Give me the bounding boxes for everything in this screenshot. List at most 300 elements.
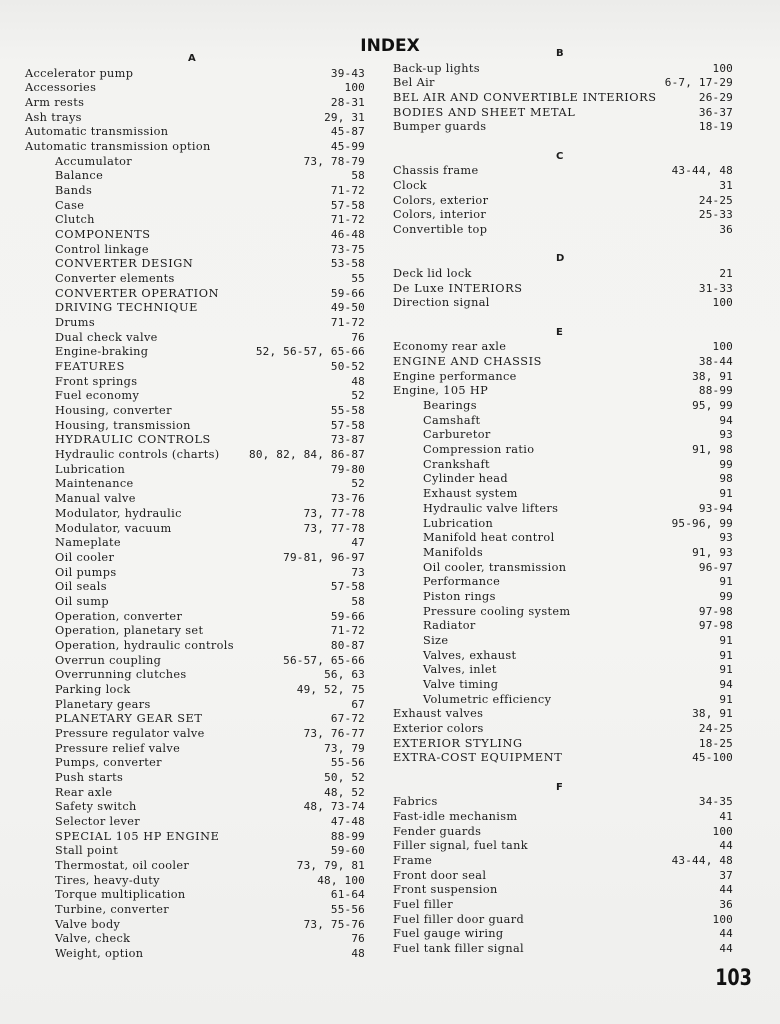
index-page-refs: 100 [712, 912, 733, 926]
index-term: Fender guards [393, 824, 482, 838]
index-entry [25, 287, 365, 302]
index-term: Piston rings [423, 589, 496, 603]
index-page-refs: 28-31 [330, 96, 365, 110]
index-page-refs: 43-44, 48 [671, 164, 733, 178]
index-page-refs: 95-96, 99 [671, 516, 733, 530]
index-entry [25, 727, 365, 742]
index-term: Front door seal [393, 868, 487, 882]
index-term: Valve timing [423, 677, 499, 691]
index-entry [393, 795, 733, 810]
index-entry [25, 932, 365, 947]
index-page-refs: 18-19 [698, 120, 733, 134]
index-entry [25, 331, 365, 346]
index-entry [393, 575, 733, 590]
index-page-refs: 46-48 [330, 228, 365, 242]
index-term: Converter elements [55, 272, 175, 286]
index-page-refs: 31 [719, 179, 733, 193]
index-entry [393, 62, 733, 77]
index-page-refs: 97-98 [698, 619, 733, 633]
index-entry [393, 208, 733, 223]
index-term: PLANETARY GEAR SET [55, 712, 203, 726]
index-column-right [393, 47, 733, 957]
index-term: Cylinder head [423, 472, 508, 486]
index-page-refs: 61-64 [330, 888, 365, 902]
index-term: BEL AIR AND CONVERTIBLE INTERIORS [393, 91, 657, 105]
index-entry [25, 140, 365, 155]
index-entry [25, 228, 365, 243]
index-entry [393, 120, 733, 135]
index-page-refs: 52 [351, 477, 365, 491]
index-page-refs: 91, 93 [692, 545, 733, 559]
index-page-refs: 91, 98 [692, 443, 733, 457]
index-term: Lubrication [423, 516, 494, 530]
index-entry [393, 619, 733, 634]
index-entry [25, 536, 365, 551]
index-page-refs: 100 [712, 340, 733, 354]
index-entry [393, 531, 733, 546]
index-page-refs: 53-58 [330, 257, 365, 271]
index-page-refs: 91 [719, 692, 733, 706]
index-page-refs: 48, 73-74 [303, 800, 365, 814]
index-entry [25, 844, 365, 859]
index-page-refs: 79-81, 96-97 [283, 550, 365, 564]
index-page-refs: 45-87 [330, 125, 365, 139]
index-page-refs: 79-80 [330, 462, 365, 476]
index-entry [393, 927, 733, 942]
index-entry [393, 810, 733, 825]
index-term: Modulator, hydraulic [55, 506, 182, 520]
index-page-refs: 6-7, 17-29 [664, 76, 733, 90]
index-term: Fuel filler door guard [393, 912, 525, 926]
index-entry [25, 125, 365, 140]
index-page-refs: 88-99 [330, 829, 365, 843]
section-letter-c: C [556, 150, 564, 162]
index-page-refs: 49, 52, 75 [296, 682, 365, 696]
index-page-refs: 67 [351, 697, 365, 711]
index-entry [25, 830, 365, 845]
index-term: Oil cooler [55, 550, 115, 564]
index-entry [393, 502, 733, 517]
index-term: Volumetric efficiency [423, 692, 552, 706]
index-term: Overrunning clutches [55, 668, 187, 682]
index-term: Valves, exhaust [423, 648, 517, 662]
index-entry [393, 942, 733, 957]
index-term: Oil sump [55, 594, 109, 608]
index-entry [25, 257, 365, 272]
index-term: Oil cooler, transmission [423, 560, 567, 574]
index-page-refs: 36 [719, 897, 733, 911]
index-term: Size [423, 633, 449, 647]
index-term: Operation, hydraulic controls [55, 638, 234, 652]
index-entry [25, 301, 365, 316]
index-term: Frame [393, 853, 433, 867]
index-term: Accelerator pump [25, 66, 134, 80]
index-entry [393, 223, 733, 238]
index-entry [25, 169, 365, 184]
index-page-refs: 73, 78-79 [303, 154, 365, 168]
page-number: 103 [715, 966, 752, 991]
index-entry [393, 179, 733, 194]
index-page-refs: 59-66 [330, 286, 365, 300]
index-page-refs: 73-76 [330, 492, 365, 506]
index-page-refs: 93 [719, 428, 733, 442]
index-page-refs: 36 [719, 223, 733, 237]
index-entry [393, 458, 733, 473]
index-term: FEATURES [55, 360, 125, 374]
index-term: EXTERIOR STYLING [393, 736, 523, 750]
index-term: CONVERTER DESIGN [55, 257, 194, 271]
index-page-refs: 48, 100 [317, 873, 365, 887]
index-term: Control linkage [55, 242, 149, 256]
index-entry [25, 786, 365, 801]
index-page-refs: 24-25 [698, 193, 733, 207]
index-page-refs: 100 [712, 824, 733, 838]
index-entry [25, 888, 365, 903]
index-page-refs: 39-43 [330, 66, 365, 80]
index-page-refs: 93 [719, 531, 733, 545]
index-entry [25, 184, 365, 199]
index-term: HYDRAULIC CONTROLS [55, 433, 211, 447]
index-entry [393, 399, 733, 414]
index-entry [393, 707, 733, 722]
index-page-refs: 58 [351, 594, 365, 608]
index-entry [393, 590, 733, 605]
index-page-refs: 73, 77-78 [303, 506, 365, 520]
index-page-refs: 52, 56-57, 65-66 [255, 345, 365, 359]
index-entry [25, 815, 365, 830]
index-term: Tires, heavy-duty [55, 873, 160, 887]
index-page-refs: 36-37 [698, 105, 733, 119]
index-page-refs: 100 [344, 81, 365, 95]
index-term: BODIES AND SHEET METAL [393, 105, 576, 119]
index-page-refs: 100 [712, 61, 733, 75]
index-page-refs: 88-99 [698, 384, 733, 398]
index-term: Colors, exterior [393, 193, 489, 207]
index-page-refs: 94 [719, 413, 733, 427]
index-entry [393, 854, 733, 869]
index-term: Modulator, vacuum [55, 521, 172, 535]
index-term: Automatic transmission [25, 125, 169, 139]
index-page-refs: 73, 76-77 [303, 726, 365, 740]
index-page-refs: 91 [719, 575, 733, 589]
index-entry [25, 742, 365, 757]
index-page-refs: 91 [719, 663, 733, 677]
index-term: Fabrics [393, 795, 438, 809]
index-term: SPECIAL 105 HP ENGINE [55, 829, 220, 843]
index-entry [393, 517, 733, 532]
index-entry [25, 448, 365, 463]
index-term: Engine-braking [55, 345, 149, 359]
index-page-refs: 67-72 [330, 712, 365, 726]
index-entry [25, 595, 365, 610]
index-entry [25, 566, 365, 581]
index-page-refs: 45-99 [330, 140, 365, 154]
index-entry [25, 375, 365, 390]
section-letter-a: A [188, 53, 196, 64]
index-term: Manifolds [423, 545, 483, 559]
index-term: Manual valve [55, 492, 136, 506]
index-entry [393, 634, 733, 649]
index-entry [393, 751, 733, 766]
index-term: Case [55, 198, 85, 212]
index-page-refs: 73, 79, 81 [296, 858, 365, 872]
index-entry [25, 477, 365, 492]
index-page-refs: 93-94 [698, 501, 733, 515]
index-entry [25, 243, 365, 258]
index-term: Nameplate [55, 536, 121, 550]
index-entry [25, 81, 365, 96]
index-term: Exhaust system [423, 487, 518, 501]
index-term: Ash trays [25, 110, 82, 124]
index-entry [25, 756, 365, 771]
index-entry [393, 605, 733, 620]
index-page-refs: 56-57, 65-66 [283, 653, 365, 667]
index-term: Front springs [55, 374, 138, 388]
index-entry [393, 428, 733, 443]
index-term: Turbine, converter [55, 902, 169, 916]
index-term: Convertible top [393, 223, 488, 237]
index-entry [393, 76, 733, 91]
index-page-refs: 29, 31 [324, 110, 365, 124]
index-term: Parking lock [55, 682, 131, 696]
index-term: Thermostat, oil cooler [55, 858, 190, 872]
index-page-refs: 44 [719, 927, 733, 941]
index-entry [25, 800, 365, 815]
index-term: Clock [393, 179, 427, 193]
index-term: Camshaft [423, 413, 481, 427]
index-page-refs: 96-97 [698, 560, 733, 574]
index-entry [25, 610, 365, 625]
index-page-refs: 24-25 [698, 721, 733, 735]
index-term: Valves, inlet [423, 663, 497, 677]
index-term: Planetary gears [55, 697, 151, 711]
index-term: Chassis frame [393, 164, 479, 178]
index-term: Oil seals [55, 580, 107, 594]
index-term: Bands [55, 184, 93, 198]
index-page-refs: 41 [719, 809, 733, 823]
index-page-refs: 99 [719, 457, 733, 471]
section-letter-d: D [556, 253, 565, 265]
index-entry [393, 443, 733, 458]
index-page-refs: 58 [351, 169, 365, 183]
index-term: Safety switch [55, 800, 137, 814]
index-term: Back-up lights [393, 61, 480, 75]
index-term: Engine performance [393, 369, 517, 383]
index-term: Accessories [25, 81, 97, 95]
index-term: Lubrication [55, 462, 126, 476]
index-page-refs: 18-25 [698, 736, 733, 750]
index-entry [393, 106, 733, 121]
index-page-refs: 57-58 [330, 198, 365, 212]
index-entry [393, 546, 733, 561]
index-entry [393, 414, 733, 429]
index-page-refs: 50, 52 [324, 770, 365, 784]
index-term: Arm rests [25, 96, 85, 110]
index-page-refs: 55-56 [330, 902, 365, 916]
index-page-refs: 52 [351, 389, 365, 403]
index-page-refs: 73, 75-76 [303, 917, 365, 931]
index-entry [25, 551, 365, 566]
index-page-refs: 97-98 [698, 604, 733, 618]
index-term: Crankshaft [423, 457, 490, 471]
index-term: Torque multiplication [55, 888, 186, 902]
index-page-refs: 44 [719, 883, 733, 897]
index-entry [25, 67, 365, 82]
index-entry [25, 111, 365, 126]
index-page-refs: 25-33 [698, 208, 733, 222]
index-page-refs: 43-44, 48 [671, 853, 733, 867]
index-term: Fuel economy [55, 389, 140, 403]
index-term: Bel Air [393, 76, 435, 90]
section-letter-f: F [556, 781, 563, 793]
index-entry [25, 96, 365, 111]
index-entry [25, 771, 365, 786]
index-entry [25, 360, 365, 375]
index-entry [393, 91, 733, 106]
index-page-refs: 50-52 [330, 360, 365, 374]
page-title: INDEX [360, 36, 420, 56]
index-entry [393, 384, 733, 399]
index-entry [25, 874, 365, 889]
index-entry [393, 913, 733, 928]
index-page-refs: 73-87 [330, 433, 365, 447]
index-term: Fast-idle mechanism [393, 809, 518, 823]
index-entry [393, 194, 733, 209]
index-term: Maintenance [55, 477, 134, 491]
index-page-refs: 38, 91 [692, 707, 733, 721]
index-term: Overrun coupling [55, 653, 162, 667]
index-entry [393, 839, 733, 854]
index-entry [393, 487, 733, 502]
index-page-refs: 48, 52 [324, 785, 365, 799]
index-term: Engine, 105 HP [393, 384, 489, 398]
index-term: Filler signal, fuel tank [393, 839, 528, 853]
index-page-refs: 80, 82, 84, 86-87 [249, 448, 365, 462]
index-entry [393, 561, 733, 576]
index-entry [393, 472, 733, 487]
index-page-refs: 34-35 [698, 795, 733, 809]
index-term: DRIVING TECHNIQUE [55, 301, 198, 315]
index-entry [393, 649, 733, 664]
index-entry [393, 355, 733, 370]
index-page-refs: 21 [719, 267, 733, 281]
index-term: Operation, planetary set [55, 624, 204, 638]
section-spacer [393, 311, 733, 326]
index-term: Housing, converter [55, 404, 172, 418]
section-spacer [393, 238, 733, 253]
index-page-refs: 26-29 [698, 91, 733, 105]
index-entry [25, 918, 365, 933]
index-term: Compression ratio [423, 443, 535, 457]
index-term: Hydraulic valve lifters [423, 501, 559, 515]
index-entry [25, 463, 365, 478]
index-page-refs: 49-50 [330, 301, 365, 315]
index-page-refs: 71-72 [330, 624, 365, 638]
index-page-refs: 99 [719, 589, 733, 603]
index-entry [25, 316, 365, 331]
index-entry [25, 683, 365, 698]
index-entry [25, 404, 365, 419]
index-entry [25, 668, 365, 683]
index-page-refs: 48 [351, 946, 365, 960]
index-entry [25, 419, 365, 434]
index-entry [393, 825, 733, 840]
index-entry [25, 433, 365, 448]
index-term: Push starts [55, 770, 124, 784]
index-term: Drums [55, 316, 95, 330]
index-page-refs: 38, 91 [692, 369, 733, 383]
index-entry [393, 737, 733, 752]
index-page-refs: 47 [351, 536, 365, 550]
index-term: Automatic transmission option [25, 140, 211, 154]
index-term: Stall point [55, 844, 119, 858]
index-term: Direction signal [393, 296, 490, 310]
index-term: ENGINE AND CHASSIS [393, 355, 542, 369]
index-page-refs: 48 [351, 374, 365, 388]
index-term: Oil pumps [55, 565, 117, 579]
index-term: Clutch [55, 213, 95, 227]
index-entry [25, 624, 365, 639]
index-term: Accumulator [55, 154, 133, 168]
index-term: EXTRA-COST EQUIPMENT [393, 751, 563, 765]
index-page-refs: 73 [351, 565, 365, 579]
index-entry [25, 199, 365, 214]
index-page-refs: 55 [351, 272, 365, 286]
index-term: Balance [55, 169, 104, 183]
index-entry [393, 164, 733, 179]
index-page-refs: 59-66 [330, 609, 365, 623]
index-entry [25, 345, 365, 360]
index-term: Fuel tank filler signal [393, 941, 525, 955]
index-term: Valve body [55, 917, 121, 931]
index-entry [393, 267, 733, 282]
index-page-refs: 71-72 [330, 213, 365, 227]
index-entry [25, 213, 365, 228]
index-page-refs: 73, 77-78 [303, 521, 365, 535]
index-term: Carburetor [423, 428, 491, 442]
index-term: Pressure cooling system [423, 604, 571, 618]
index-entry [25, 272, 365, 287]
index-term: Fuel filler [393, 897, 453, 911]
index-term: Deck lid lock [393, 267, 472, 281]
index-term: Radiator [423, 619, 476, 633]
index-page-refs: 55-56 [330, 756, 365, 770]
index-term: Economy rear axle [393, 340, 507, 354]
index-term: Manifold heat control [423, 531, 555, 545]
index-page-refs: 91 [719, 648, 733, 662]
index-term: Front suspension [393, 883, 498, 897]
index-entry [393, 883, 733, 898]
index-entry [25, 522, 365, 537]
index-term: Pumps, converter [55, 756, 162, 770]
index-page-refs: 57-58 [330, 418, 365, 432]
index-page-refs: 76 [351, 330, 365, 344]
index-term: COMPONENTS [55, 228, 151, 242]
index-entry [25, 580, 365, 595]
index-page-refs: 56, 63 [324, 668, 365, 682]
index-page-refs: 55-58 [330, 404, 365, 418]
index-entry [393, 898, 733, 913]
index-term: Pressure relief valve [55, 741, 181, 755]
index-term: Weight, option [55, 946, 144, 960]
index-page-refs: 80-87 [330, 638, 365, 652]
index-entry [393, 340, 733, 355]
index-entry [25, 712, 365, 727]
index-entry [25, 155, 365, 170]
index-entry [25, 859, 365, 874]
index-entry [393, 678, 733, 693]
index-page-refs: 38-44 [698, 355, 733, 369]
